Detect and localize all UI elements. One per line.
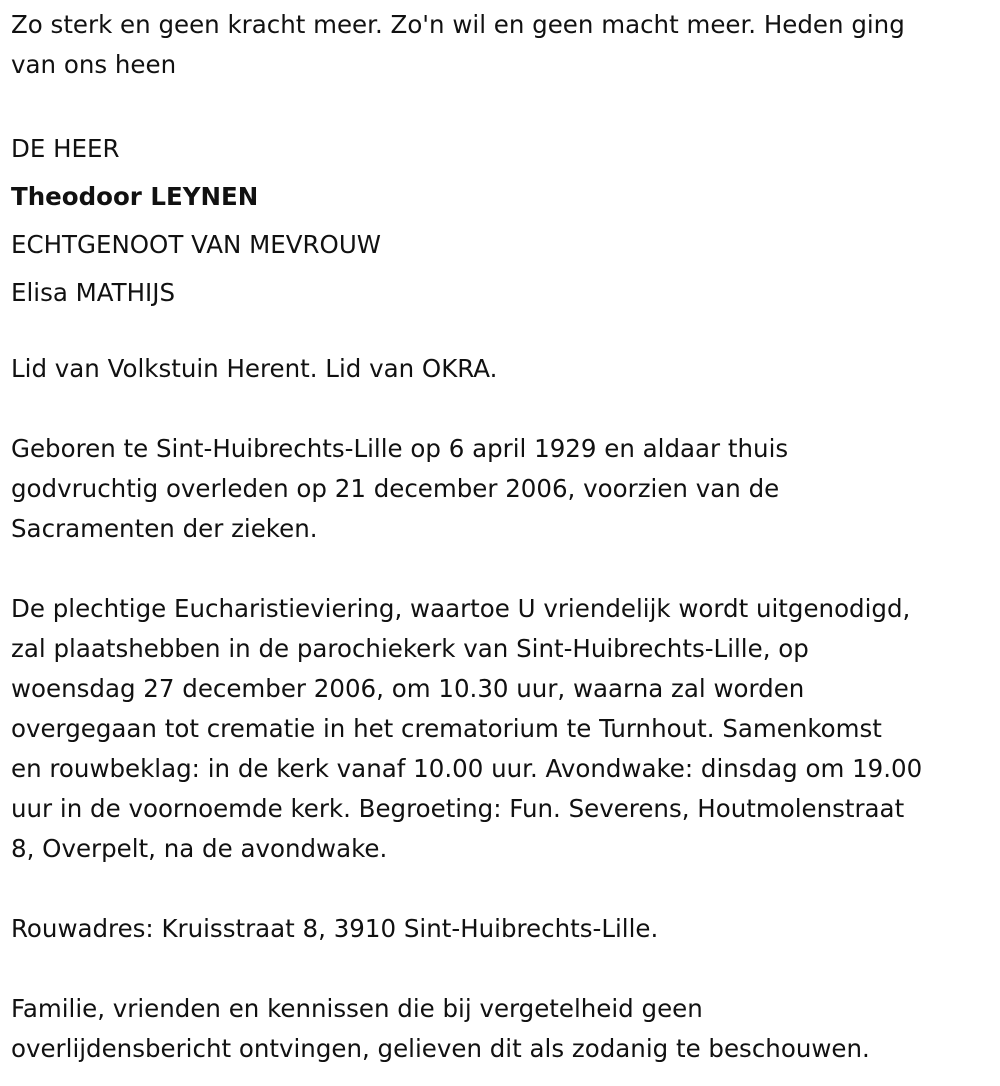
deceased-block [11,125,1000,317]
ceremony-line: zal plaatshebben in de parochiekerk van Sint-Huibrechts-Lille, op [11,634,809,663]
deceased-name: Theodoor LEYNEN [11,182,259,211]
birth-death-paragraph [11,429,1000,549]
birth-death-line: godvruchtig overleden op 21 december 2006, voorzien van de [11,474,780,503]
ceremony-line: overgegaan tot crematie in het crematorium te Turnhout. Samenkomst [11,714,882,743]
birth-death-line: Geboren te Sint-Huibrechts-Lille op 6 april 1929 en aldaar thuis [11,434,789,463]
ceremony-line: en rouwbeklag: in de kerk vanaf 10.00 uur. Avondwake: dinsdag om 19.00 [11,754,923,783]
closing-line: Familie, vrienden en kennissen die bij vergetelheid geen [11,994,703,1023]
intro-line: Zo sterk en geen kracht meer. Zo'n wil en geen macht meer. Heden ging [11,10,905,39]
mourning-address: Rouwadres: Kruisstraat 8, 3910 Sint-Huibrechts-Lille. [11,914,659,943]
ceremony-line: 8, Overpelt, na de avondwake. [11,834,388,863]
spouse-label: ECHTGENOOT VAN MEVROUW [11,230,382,259]
ceremony-paragraph [11,589,1000,869]
title-label: DE HEER [11,134,120,163]
ceremony-line: uur in de voornoemde kerk. Begroeting: Fun. Severens, Houtmolenstraat [11,794,905,823]
intro-paragraph [11,5,1000,85]
spouse-name: Elisa MATHIJS [11,278,176,307]
ceremony-line: woensdag 27 december 2006, om 10.30 uur, waarna zal worden [11,674,805,703]
closing-line: overlijdensbericht ontvingen, gelieven dit als zodanig te beschouwen. [11,1034,870,1063]
closing-paragraph [11,989,1000,1069]
intro-line: van ons heen [11,50,177,79]
birth-death-line: Sacramenten der zieken. [11,514,318,543]
memberships-paragraph: Lid van Volkstuin Herent. Lid van OKRA. [11,354,498,383]
ceremony-line: De plechtige Eucharistieviering, waartoe U vriendelijk wordt uitgenodigd, [11,594,911,623]
